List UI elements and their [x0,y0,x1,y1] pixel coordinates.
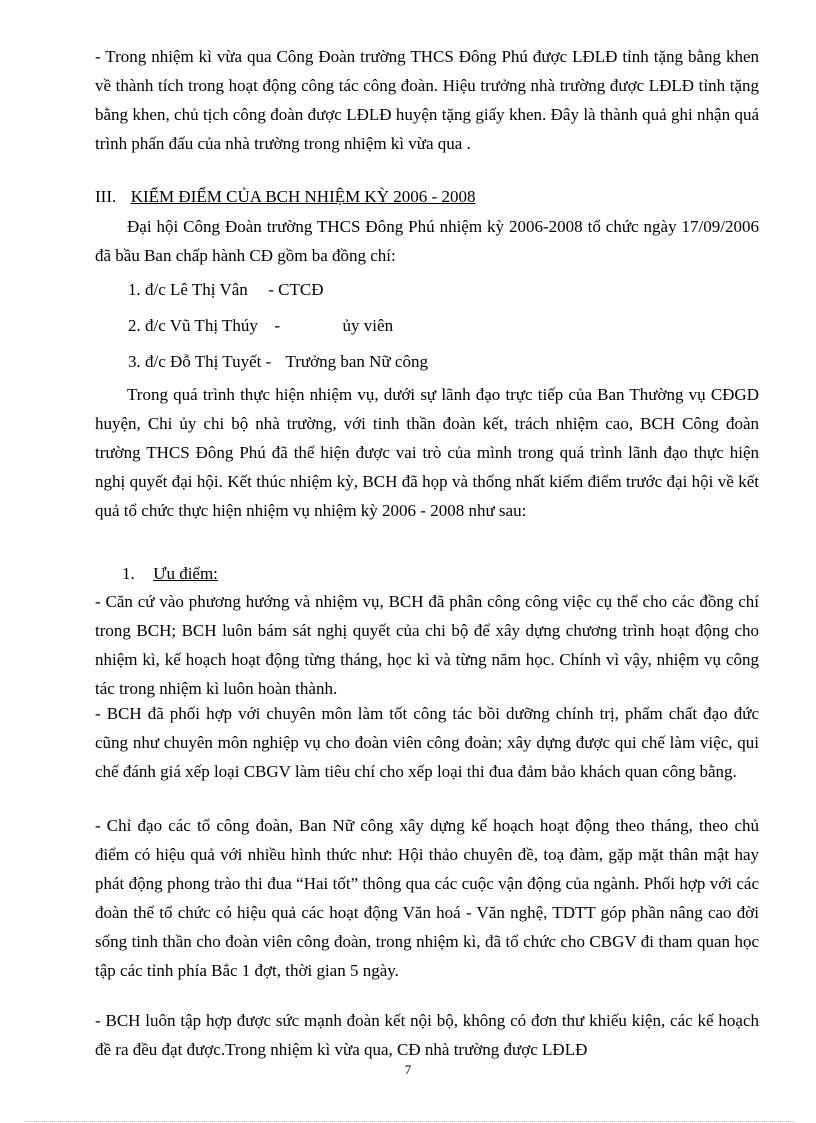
subsection-heading-1 [122,559,722,588]
paragraph-intro: - Trong nhiệm kì vừa qua Công Đoàn trường THCS Đông Phú được LĐLĐ tỉnh tặng bằng khen về thành tích trong hoạt động công tác công đoàn. Hiệu trưởng nhà trường được LĐLĐ tỉnh tặng bằng khen, chủ tịch công đoàn được LĐLĐ huyện tặng giấy khen. Đây là thành quả ghi nhận quá trình phấn đấu của nhà trường trong nhiệm kì vừa qua . [95,47,759,153]
member-item-1 [128,275,728,304]
page-number: 7 [404,1062,412,1077]
section-title: KIỂM ĐIỂM CỦA BCH NHIỆM KỲ 2006 - 2008 [130,187,476,206]
member-item-3 [128,347,728,376]
subsection-number: 1. [122,564,135,583]
paragraph-congress: Đại hội Công Đoàn trường THCS Đông Phú nhiệm kỳ 2006-2008 tổ chức ngày 17/09/2006 đã bầu Ban chấp hành CĐ gồm ba đồng chí: [95,217,759,265]
member-name: 2. đ/c Vũ Thị Thúy [128,316,258,335]
member-role: Trưởng ban Nữ công [285,352,428,371]
page-bottom-divider [25,1121,795,1122]
bullet-paragraph-2: - BCH đã phối hợp với chuyên môn làm tốt công tác bồi dưỡng chính trị, phẩm chất đạo đức cũng như chuyên môn nghiệp vụ cho đoàn viên công đoàn; xây dựng được qui chế làm việc, qui chế đánh giá xếp loại CBGV làm tiêu chí cho xếp loại thi đua đảm bảo khách quan công bằng. [95,704,759,781]
member-role: - CTCĐ [268,280,324,299]
paragraph-process: Trong quá trình thực hiện nhiệm vụ, dưới sự lãnh đạo trực tiếp của Ban Thường vụ CĐGD huyện, Chi ủy chi bộ nhà trường, với tinh thần đoàn kết, trách nhiệm cao, BCH Công đoàn trường THCS Đông Phú đã thể hiện được vai trò của mình trong quá trình lãnh đạo thực hiện nghị quyết đại hội. Kết thúc nhiệm kỳ, BCH đã họp và thống nhất kiểm điểm trước đại hội về kết quả tổ chức thực hiện nhiệm vụ nhiệm kỳ 2006 - 2008 như sau: [95,385,759,520]
member-role: - [274,316,281,335]
member-title: ủy viên [342,316,394,335]
member-name: 3. đ/c Đỗ Thị Tuyết - [128,352,272,371]
member-item-2 [128,311,728,340]
member-name: 1. đ/c Lê Thị Vân [128,280,248,299]
bullet-paragraph-1: - Căn cứ vào phương hướng và nhiệm vụ, BCH đã phân công công việc cụ thể cho các đồng chí trong BCH; BCH luôn bám sát nghị quyết của chi bộ để xây dựng chương trình hoạt động cho nhiệm kì, kế hoạch hoạt động từng tháng, học kì và từng năm học. Chính vì vậy, nhiệm vụ công tác trong nhiệm kì luôn hoàn thành. [95,592,759,698]
section-heading-3 [95,182,759,211]
bullet-paragraph-4: - BCH luôn tập hợp được sức mạnh đoàn kết nội bộ, không có đơn thư khiếu kiện, các kế hoạch đề ra đều đạt được.Trong nhiệm kì vừa qua, CĐ nhà trường được LĐLĐ [95,1011,759,1059]
subsection-title: Ưu điểm: [153,564,218,583]
section-number: III. [95,187,117,206]
bullet-paragraph-3: - Chỉ đạo các tổ công đoàn, Ban Nữ công xây dựng kế hoạch hoạt động theo tháng, theo chủ điểm có hiệu quả với nhiều hình thức như: Hội thảo chuyên đề, toạ đàm, gặp mặt thân mật hay phát động phong trào thi đua “Hai tốt” thông qua các cuộc vận động của ngành. Phối hợp với các đoàn thể tổ chức có hiệu quả các hoạt động Văn hoá - Văn nghệ, TDTT góp phần nâng cao đời sống tinh thần cho đoàn viên công đoàn, trong nhiệm kì, đã tổ chức cho CBGV đi tham quan học tập các tỉnh phía Bắc 1 đợt, thời gian 5 ngày. [95,816,759,980]
